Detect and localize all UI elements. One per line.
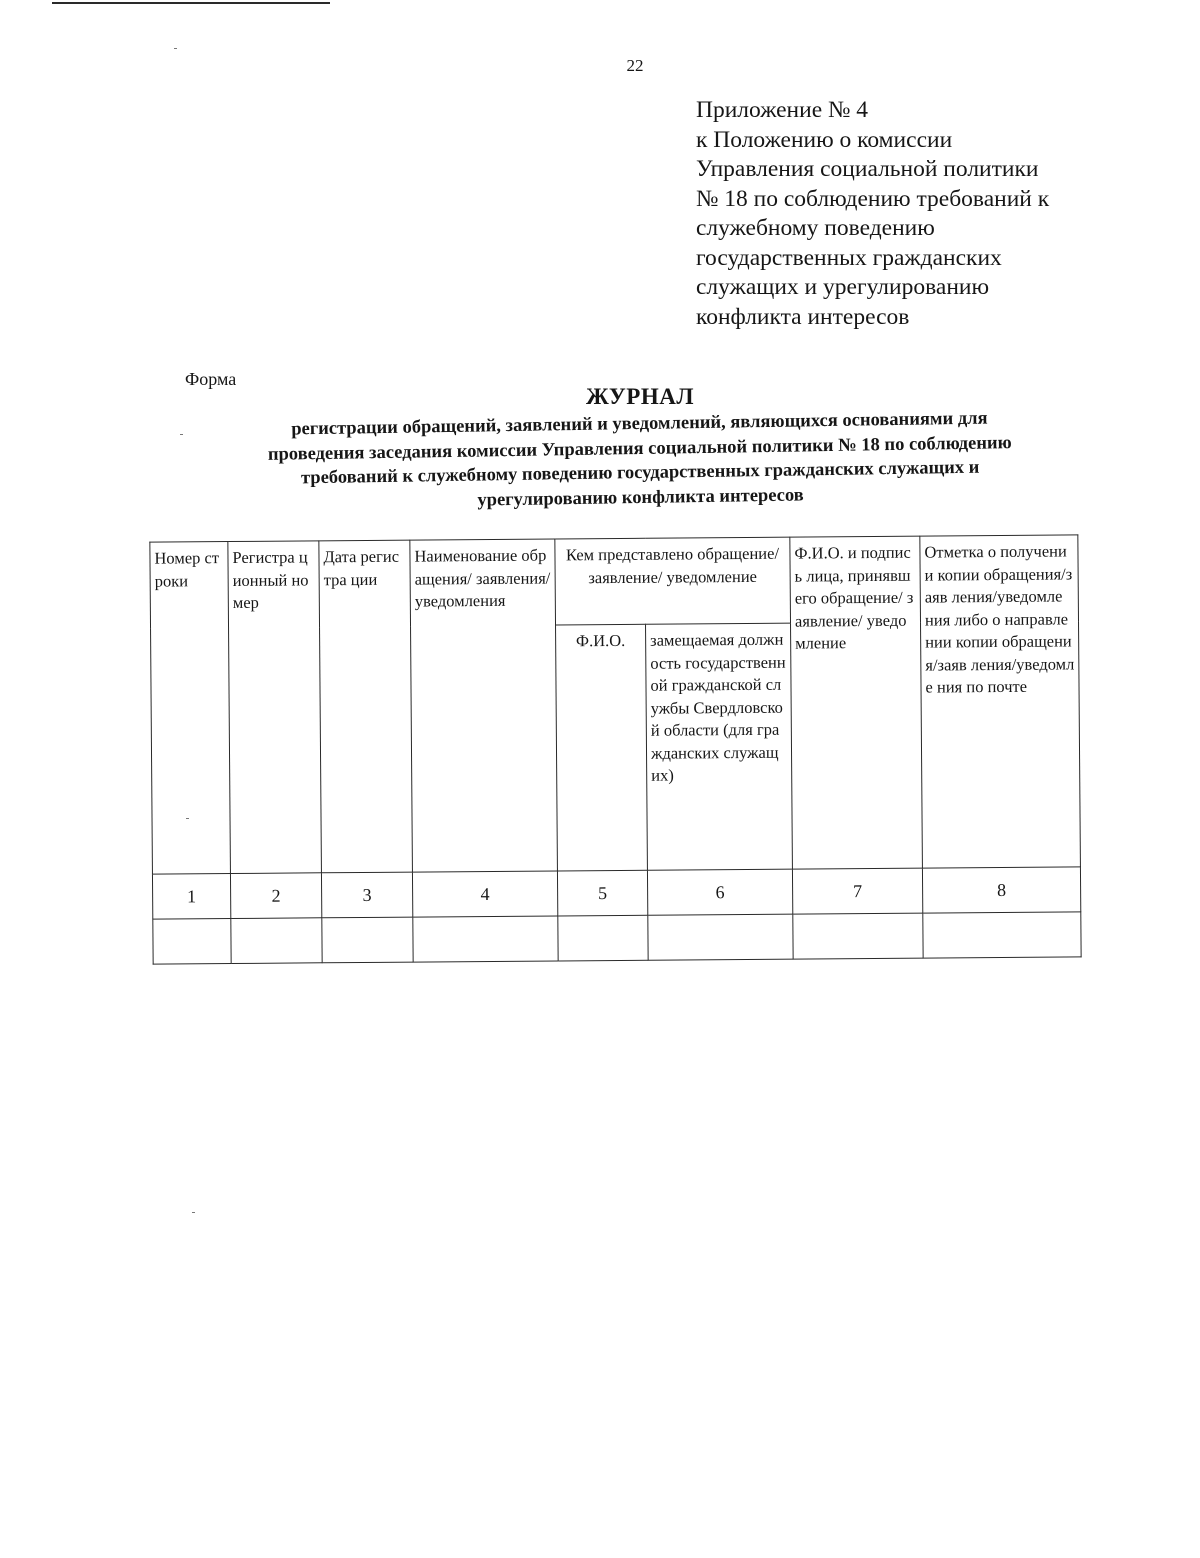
table-cell <box>231 918 322 964</box>
column-number: 6 <box>647 869 792 915</box>
journal-title: ЖУРНАЛ <box>586 384 694 409</box>
appendix-line: к Положению о комиссии <box>696 126 953 153</box>
table-cell <box>153 919 231 965</box>
column-number: 2 <box>230 873 321 919</box>
header-submitted-by: Кем представлено обращение/заявление/ уведомление <box>555 537 791 625</box>
header-copy-mark: Отметка о получении копии обращения/заяв ления/уведомле ния либо о направлении копии обращения/заяв ления/уведомле ния по почте <box>920 535 1081 868</box>
column-number: 1 <box>152 874 230 920</box>
form-label: Форма <box>185 369 237 389</box>
appendix-line: конфликта интересов <box>696 303 910 330</box>
appendix-line: служащих и урегулированию <box>696 274 990 300</box>
appendix-line: государственных гражданских <box>696 244 1002 271</box>
header-registration-date: Дата регистра ции <box>319 540 413 873</box>
column-number: 8 <box>922 867 1080 913</box>
header-receiver-signature: Ф.И.О. и подпись лица, принявшего обращение/ заявление/ уведомление <box>790 536 923 869</box>
table-cell <box>413 916 558 962</box>
table-row <box>153 912 1081 964</box>
header-row <box>150 535 1079 628</box>
table-cell <box>923 912 1081 958</box>
appendix-line: служебному поведению <box>696 215 935 241</box>
column-numbers-row <box>152 867 1080 919</box>
appendix-line: Управления социальной политики <box>696 156 1039 182</box>
subtitle-line: урегулированию конфликта интересов <box>477 484 804 511</box>
subtitle-line: регистрации обращений, заявлений и уведомлений, являющихся основаниями для <box>291 408 988 440</box>
header-row-number: Номер строки <box>150 542 231 875</box>
table-cell <box>648 914 793 960</box>
page-number: 22 <box>626 56 644 75</box>
column-number: 5 <box>557 870 647 916</box>
header-submitter-position: замещаемая должность государственн ой гражданской службы Свердловской области (для гражданских служащих) <box>646 623 793 870</box>
header-registration-number: Регистра ционный номер <box>228 541 322 874</box>
appendix-line: Приложение № 4 <box>696 97 869 123</box>
column-number: 4 <box>412 871 557 917</box>
journal-table <box>149 534 1081 964</box>
column-number: 3 <box>321 872 412 918</box>
appendix-line: № 18 по соблюдению требований к <box>696 185 1050 212</box>
table-cell <box>793 913 923 959</box>
header-submitter-name: Ф.И.О. <box>556 624 648 871</box>
subtitle-line: проведения заседания комиссии Управления социальной политики № 18 по соблюдению <box>267 432 1012 465</box>
table-cell <box>322 917 413 963</box>
table-cell <box>558 915 648 961</box>
header-document-name: Наименование обращения/ заявления/ уведомления <box>410 539 558 872</box>
subtitle-line: требований к служебному поведению государственных гражданских служащих и <box>300 457 980 489</box>
column-number: 7 <box>792 868 922 914</box>
